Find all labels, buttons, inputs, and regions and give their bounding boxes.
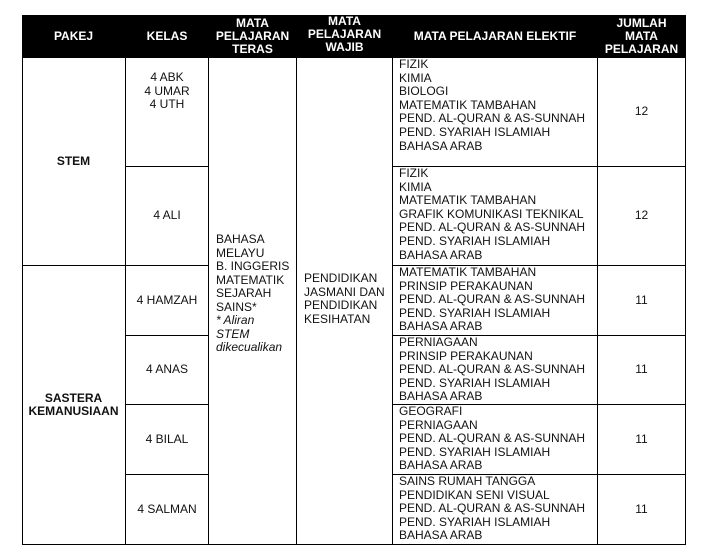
- elektif-subject: FIZIK: [399, 57, 429, 71]
- kelas-cell: [126, 405, 209, 475]
- elektif-subject: GEOGRAFI: [399, 404, 463, 418]
- elektif-cell: [393, 336, 598, 405]
- package-name: STEM: [56, 153, 91, 168]
- kelas-name: 4 HAMZAH: [136, 292, 198, 307]
- teras-note: dikecualikan: [216, 340, 283, 354]
- wajib-subject: KESIHATAN: [304, 311, 371, 326]
- jumlah-value: 11: [635, 431, 648, 446]
- elektif-cell: [393, 266, 598, 336]
- elektif-subject: PERNIAGAAN: [399, 417, 478, 432]
- elektif-subject: BAHASA ARAB: [399, 319, 483, 334]
- teras-subjects: [209, 58, 297, 545]
- header-pakej: [22, 15, 126, 58]
- elektif-subject: PEND. AL-QURAN & AS-SUNNAH: [399, 362, 586, 377]
- elektif-subject: FIZIK: [399, 166, 429, 180]
- kelas-name: 4 UTH: [149, 97, 185, 111]
- header-teras: [209, 15, 297, 58]
- elektif-subject: PEND. SYARIAH ISLAMIAH: [399, 305, 551, 320]
- header-kelas: [126, 15, 209, 58]
- kelas-cell: [126, 266, 209, 336]
- kelas-name: 4 ANAS: [145, 362, 189, 377]
- header-wajib: [297, 15, 393, 58]
- elektif-subject: KIMIA: [399, 70, 432, 85]
- elektif-subject: BAHASA ARAB: [399, 389, 483, 404]
- wajib-subject: JASMANI DAN: [304, 284, 385, 299]
- teras-subject: BAHASA: [216, 232, 265, 246]
- package-name: KEMANUSIAAN: [28, 404, 119, 418]
- elektif-subject: BAHASA ARAB: [399, 458, 483, 473]
- elektif-subject: PEND. SYARIAH ISLAMIAH: [399, 124, 551, 139]
- teras-subject: MATEMATIK: [216, 272, 285, 287]
- kelas-cell: [126, 475, 209, 545]
- header-wajib-line: WAJIB: [325, 40, 364, 54]
- header-jumlah-line: MATA: [625, 28, 658, 43]
- header-jumlah-line: PELAJARAN: [604, 41, 679, 56]
- header-elektif-label: MATA PELAJARAN ELEKTIF: [413, 28, 577, 43]
- kelas-cell: [126, 58, 209, 167]
- elektif-subject: PEND. SYARIAH ISLAMIAH: [399, 375, 551, 390]
- jumlah-value: 11: [635, 501, 648, 516]
- elektif-subject: MATEMATIK TAMBAHAN: [399, 97, 537, 112]
- elektif-subject: GRAFIK KOMUNIKASI TEKNIKAL: [399, 206, 584, 221]
- elektif-subject: PEND. SYARIAH ISLAMIAH: [399, 444, 551, 459]
- teras-subject: SEJARAH: [216, 286, 272, 300]
- jumlah-cell: [598, 58, 686, 167]
- kelas-name: 4 ALI: [153, 208, 181, 223]
- package-sastera: [22, 266, 126, 545]
- jumlah-cell: [598, 336, 686, 405]
- kelas-cell: [126, 167, 209, 266]
- teras-note: STEM: [216, 326, 250, 341]
- header-jumlah: [598, 15, 686, 58]
- kelas-name: 4 SALMAN: [137, 501, 197, 516]
- elektif-subject: PEND. AL-QURAN & AS-SUNNAH: [399, 292, 586, 307]
- header-elektif: [393, 15, 598, 58]
- elektif-subject: PEND. AL-QURAN & AS-SUNNAH: [399, 431, 586, 446]
- elektif-subject: PEND. AL-QURAN & AS-SUNNAH: [399, 111, 586, 126]
- header-kelas-label: KELAS: [146, 28, 188, 43]
- header-teras-line: PELAJARAN: [215, 28, 290, 43]
- header-wajib-line: MATA: [328, 14, 361, 28]
- wajib-subjects: [297, 58, 393, 545]
- elektif-subject: PEND. SYARIAH ISLAMIAH: [399, 233, 551, 248]
- jumlah-value: 11: [635, 292, 648, 307]
- teras-note: * Aliran: [216, 313, 255, 327]
- elektif-subject: KIMIA: [399, 179, 432, 194]
- kelas-name: 4 UMAR: [144, 83, 190, 98]
- elektif-subject: MATEMATIK TAMBAHAN: [399, 193, 537, 208]
- jumlah-value: 11: [635, 362, 648, 377]
- kelas-name: 4 BILAL: [145, 431, 189, 446]
- elektif-cell: [393, 167, 598, 266]
- elektif-subject: PEND. SYARIAH ISLAMIAH: [399, 514, 551, 529]
- elektif-cell: [393, 58, 598, 167]
- elektif-cell: [393, 405, 598, 475]
- kelas-name: 4 ABK: [150, 70, 184, 84]
- wajib-subject: PENDIDIKAN: [304, 271, 378, 285]
- jumlah-cell: [598, 167, 686, 266]
- elektif-subject: BAHASA ARAB: [399, 247, 483, 262]
- kelas-cell: [126, 336, 209, 405]
- elektif-subject: BIOLOGI: [399, 84, 449, 99]
- jumlah-value: 12: [634, 104, 649, 119]
- header-jumlah-line: JUMLAH: [616, 15, 667, 30]
- header-teras-line: TERAS: [232, 41, 273, 56]
- elektif-subject: PENDIDIKAN SENI VISUAL: [399, 487, 550, 502]
- package-stem: [22, 58, 126, 266]
- header-pakej-label: PAKEJ: [53, 28, 94, 43]
- subject-package-table: [22, 15, 686, 545]
- elektif-cell: [393, 475, 598, 545]
- elektif-subject: PRINSIP PERAKAUNAN: [399, 348, 533, 363]
- package-name: SASTERA: [44, 390, 103, 405]
- teras-subject: MELAYU: [216, 245, 265, 260]
- elektif-subject: BAHASA ARAB: [399, 138, 483, 153]
- elektif-subject: PEND. AL-QURAN & AS-SUNNAH: [399, 220, 586, 235]
- elektif-subject: PRINSIP PERAKAUNAN: [399, 278, 533, 293]
- header-teras-line: MATA: [236, 15, 269, 30]
- teras-subject: B. INGGERIS: [216, 259, 290, 273]
- elektif-subject: MATEMATIK TAMBAHAN: [399, 265, 537, 279]
- elektif-subject: PEND. AL-QURAN & AS-SUNNAH: [399, 501, 586, 516]
- jumlah-value: 12: [634, 208, 649, 223]
- jumlah-cell: [598, 405, 686, 475]
- wajib-subject: PENDIDIKAN: [304, 298, 378, 312]
- jumlah-cell: [598, 475, 686, 545]
- header-wajib-line: PELAJARAN: [307, 27, 382, 41]
- jumlah-cell: [598, 266, 686, 336]
- elektif-subject: SAINS RUMAH TANGGA: [399, 474, 536, 488]
- elektif-subject: BAHASA ARAB: [399, 528, 483, 543]
- teras-subject: SAINS*: [216, 299, 257, 314]
- elektif-subject: PERNIAGAAN: [399, 335, 478, 349]
